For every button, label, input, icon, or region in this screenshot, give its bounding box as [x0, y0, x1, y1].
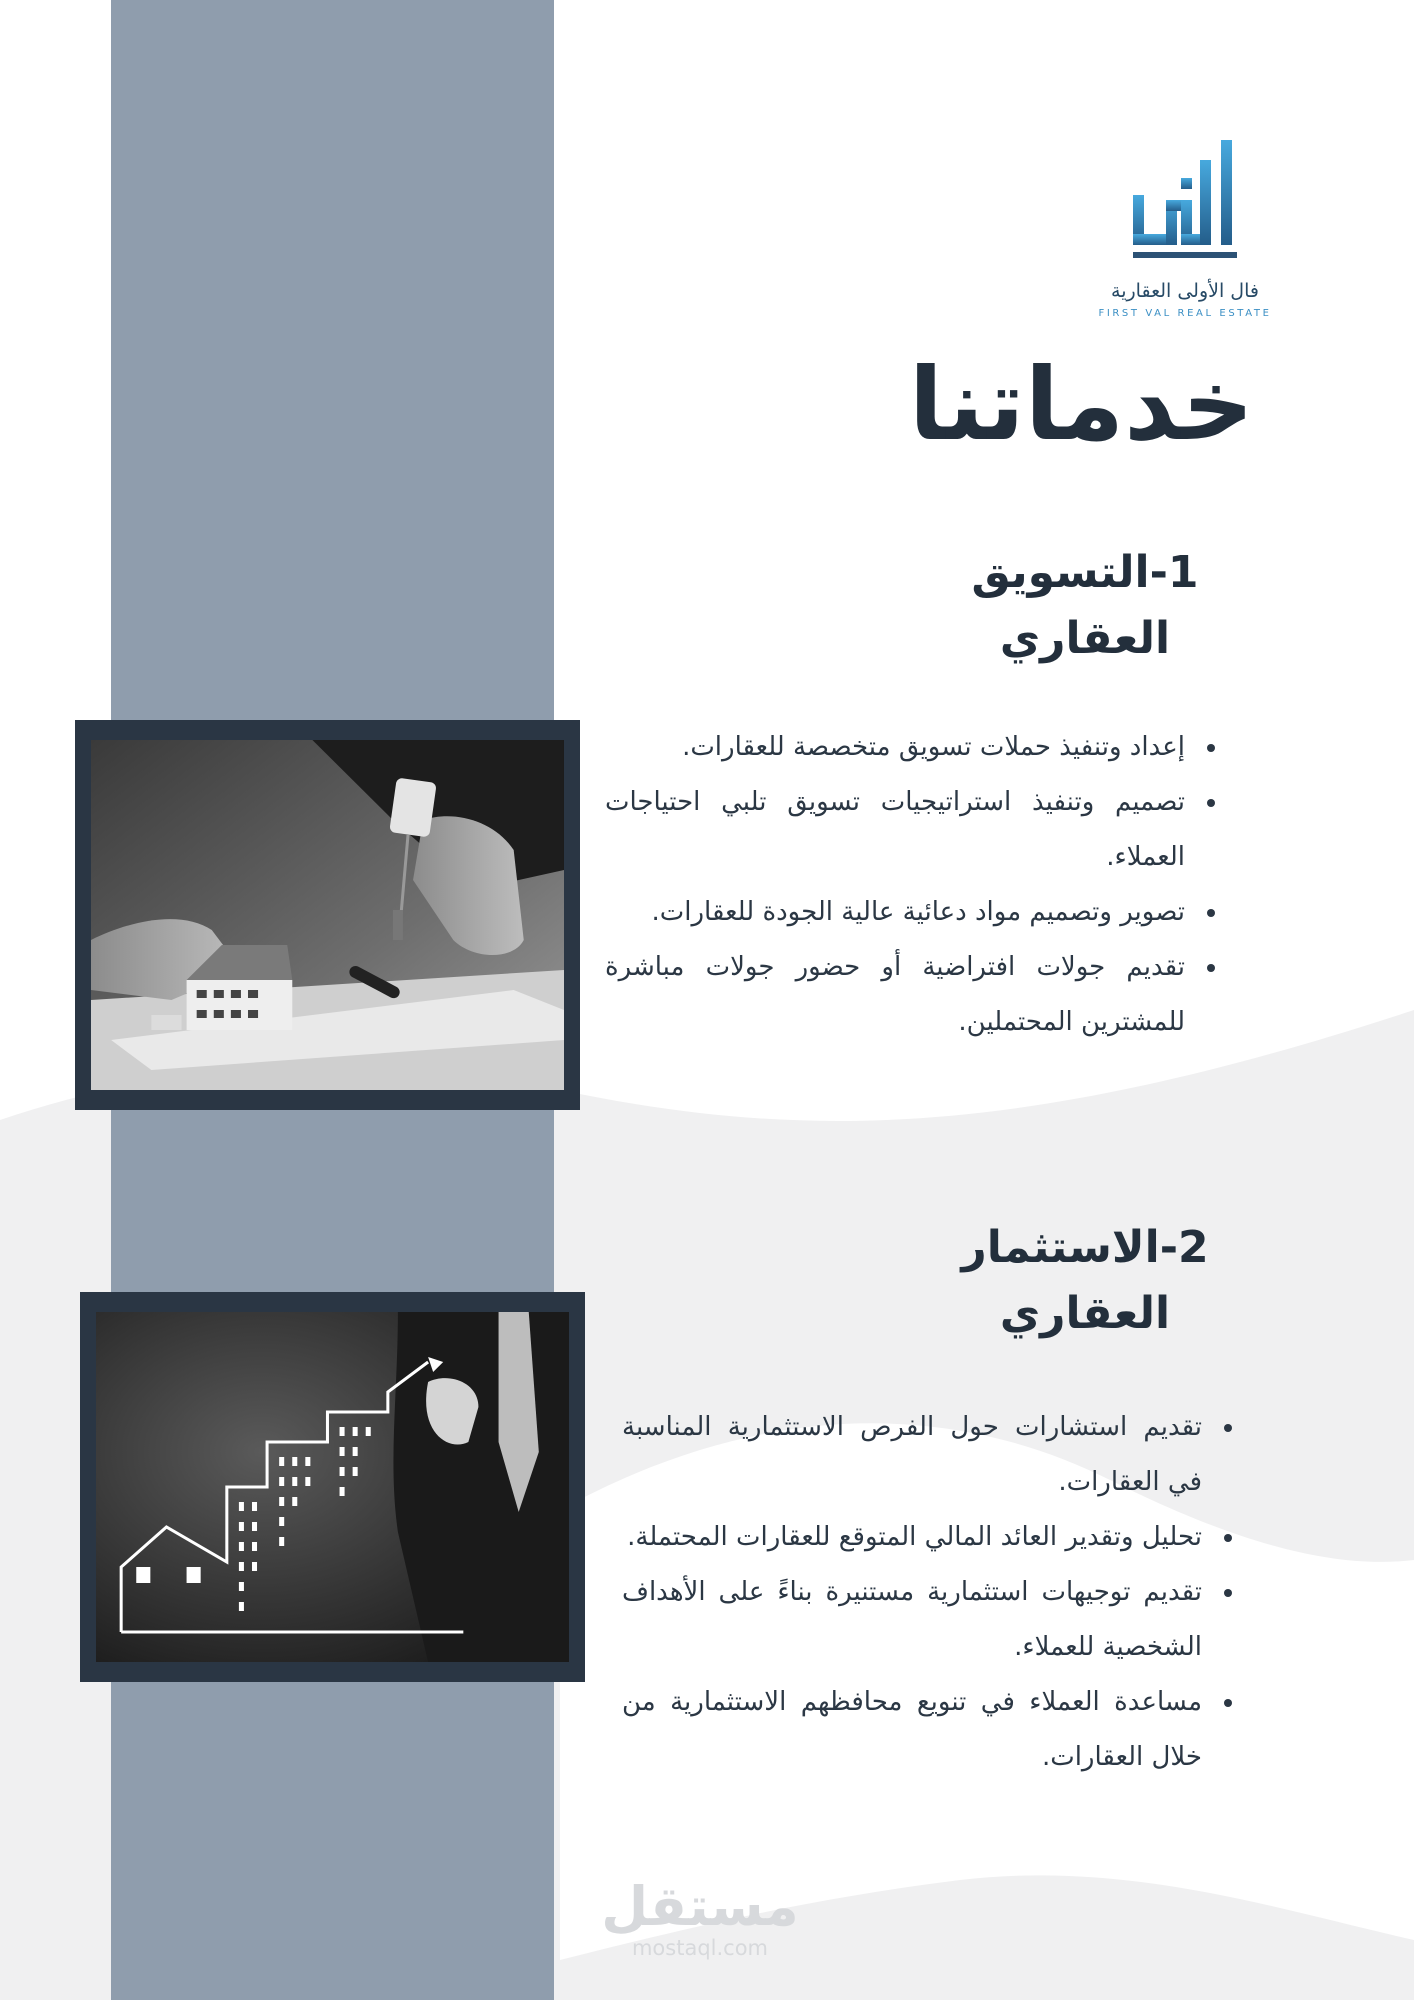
list-item: تصوير وتصميم مواد دعائية عالية الجودة للعقارات.	[605, 885, 1185, 940]
logo-mark-icon	[1125, 140, 1245, 270]
section-title-marketing	[960, 540, 1210, 672]
list-item: مساعدة العملاء في تنويع محافظهم الاستثمارية من خلال العقارات.	[622, 1675, 1202, 1785]
section-title-investment	[960, 1215, 1210, 1347]
list-item: تصميم وتنفيذ استراتيجيات تسويق تلبي احتياجات العملاء.	[605, 775, 1185, 885]
list-item: تقديم توجيهات استثمارية مستنيرة بناءً على الأهداف الشخصية للعملاء.	[622, 1565, 1202, 1675]
house-key-photo	[91, 740, 564, 1090]
list-item: تقديم استشارات حول الفرص الاستثمارية المناسبة في العقارات.	[622, 1400, 1202, 1510]
section-title-line2: العقاري	[999, 1288, 1171, 1339]
investment-photo-frame	[80, 1292, 585, 1682]
brand-logo	[1085, 140, 1285, 319]
page-title: خدماتنا	[908, 346, 1254, 463]
section-title-line1: 1-التسويق	[971, 547, 1199, 598]
marketing-photo-frame	[75, 720, 580, 1110]
brand-name-ar: فال الأولى العقارية	[1111, 280, 1259, 302]
section-title-line2: العقاري	[999, 613, 1171, 664]
growth-chart-photo	[96, 1312, 569, 1662]
watermark	[600, 1875, 800, 1960]
investment-bullet-list	[622, 1400, 1236, 1785]
brand-name-en: FIRST VAL REAL ESTATE	[1098, 308, 1272, 319]
list-item: تقديم جولات افتراضية أو حضور جولات مباشرة للمشترين المحتملين.	[605, 940, 1185, 1050]
list-item: إعداد وتنفيذ حملات تسويق متخصصة للعقارات.	[605, 720, 1185, 775]
watermark-ar: مستقل	[601, 1875, 799, 1938]
watermark-en: mostaql.com	[631, 1936, 769, 1960]
list-item: تحليل وتقدير العائد المالي المتوقع للعقارات المحتملة.	[622, 1510, 1202, 1565]
section-title-line1: 2-الاستثمار	[961, 1222, 1209, 1273]
marketing-bullet-list	[605, 720, 1219, 1050]
